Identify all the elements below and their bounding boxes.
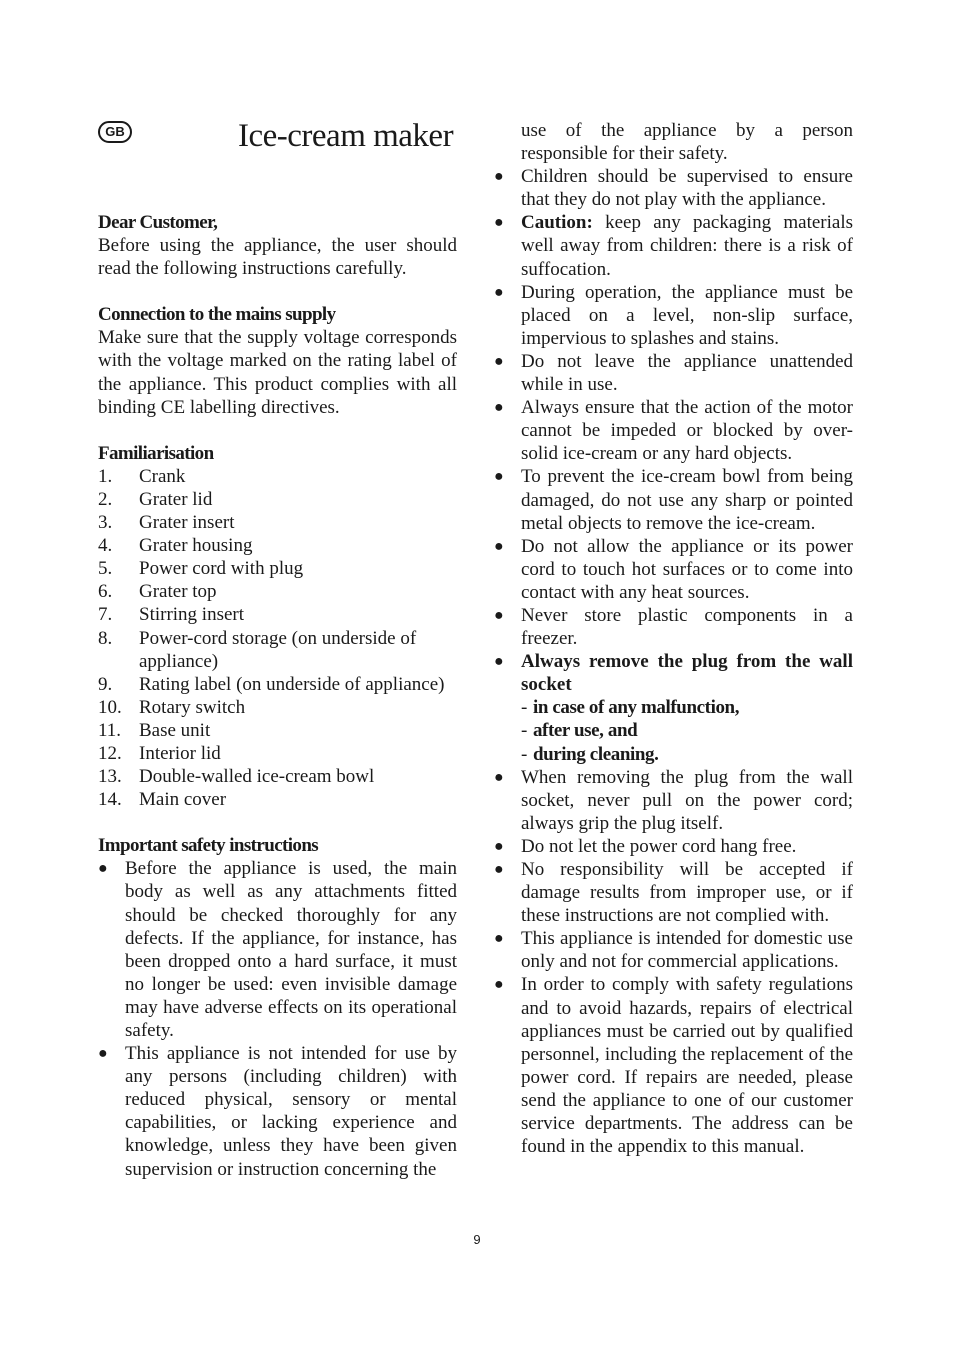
bullet-icon: ● bbox=[494, 352, 504, 370]
part-number: 9. bbox=[98, 673, 113, 695]
safety-bullet-text: In order to comply with safety regulations and to avoid hazards, repairs of electrical appliances must be carried out by qualified personnel, including the replacement of the power cord. If repairs are needed, please send the appliance to one of our customer service departments. The address can be found in the appendix to this manual. bbox=[521, 974, 853, 1158]
bullet-icon: ● bbox=[98, 1045, 108, 1063]
parts-list-item bbox=[98, 719, 457, 742]
safety-bullet-text: To prevent the ice-cream bowl from being damaged, do not use any sharp or pointed metal objects to remove the ice-cream. bbox=[521, 466, 853, 534]
part-number: 3. bbox=[98, 512, 113, 534]
parts-list-item bbox=[98, 465, 457, 488]
part-label: Double-walled ice-cream bowl bbox=[139, 766, 375, 788]
caution-label: Caution: bbox=[521, 212, 593, 234]
safety-bullet-item bbox=[494, 604, 853, 650]
page-title: Ice-cream maker bbox=[238, 118, 454, 154]
part-number: 8. bbox=[98, 627, 113, 649]
safety-bullet-item bbox=[494, 927, 853, 973]
part-label: Base unit bbox=[139, 719, 211, 741]
bullet-icon: ● bbox=[98, 860, 108, 878]
caution-bullet-text bbox=[521, 211, 853, 280]
bullet-icon: ● bbox=[494, 837, 504, 855]
safety-bullet-item bbox=[494, 973, 853, 1158]
safety-bullet-item bbox=[494, 858, 853, 927]
parts-list-item bbox=[98, 742, 457, 765]
parts-list-item bbox=[98, 765, 457, 788]
safety-bullet-text: When removing the plug from the wall socket, never pull on the power cord; always grip the plug itself. bbox=[521, 766, 853, 834]
safety-bullet-text: Always ensure that the action of the motor cannot be impeded or blocked by over-solid ice-cream or any hard objects. bbox=[521, 397, 853, 465]
parts-list-item bbox=[98, 511, 457, 534]
parts-list bbox=[98, 465, 457, 811]
parts-list-item bbox=[98, 534, 457, 557]
part-number: 5. bbox=[98, 558, 113, 580]
safety-bullet-item bbox=[494, 535, 853, 604]
unplug-case-item bbox=[494, 743, 853, 766]
part-label: Grater top bbox=[139, 581, 217, 603]
safety-bullet-text: Do not allow the appliance or its power cord to touch hot surfaces or to come into contact with any heat sources. bbox=[521, 535, 853, 603]
part-number: 4. bbox=[98, 535, 113, 557]
part-number: 12. bbox=[98, 742, 122, 764]
part-label: Main cover bbox=[139, 789, 227, 811]
parts-list-item bbox=[98, 673, 457, 696]
part-number: 14. bbox=[98, 789, 122, 811]
bullet-icon: ● bbox=[494, 976, 504, 994]
bullet-icon: ● bbox=[494, 537, 504, 555]
part-number: 2. bbox=[98, 488, 113, 510]
safety-bullet-text: Do not let the power cord hang free. bbox=[521, 835, 797, 857]
safety-bullet-text: Children should be supervised to ensure that they do not play with the appliance. bbox=[521, 166, 853, 211]
bullet-icon: ● bbox=[494, 861, 504, 878]
safety-heading: Important safety instructions bbox=[98, 835, 319, 857]
dash-marker: - bbox=[521, 697, 527, 719]
part-number: 10. bbox=[98, 696, 122, 718]
safety-bullet-continuation: use of the appliance by a person responsible for their safety. bbox=[521, 120, 853, 165]
part-label: Interior lid bbox=[139, 742, 221, 764]
bullet-icon: ● bbox=[494, 168, 504, 186]
bullet-icon: ● bbox=[494, 468, 504, 486]
safety-bullet-text: Do not leave the appliance unattended while in use. bbox=[521, 350, 853, 396]
bullet-icon: ● bbox=[494, 399, 504, 417]
part-number: 1. bbox=[98, 465, 113, 487]
part-label: Rating label (on underside of appliance) bbox=[139, 673, 445, 695]
right-column bbox=[494, 119, 853, 1158]
unplug-case-text: after use, and bbox=[532, 720, 638, 742]
safety-bullet-text: No responsibility will be accepted if damage results from improper use, or if these instructions are not complied with. bbox=[521, 859, 853, 927]
parts-list-item bbox=[98, 557, 457, 580]
caution-text: keep any packaging materials well away from children: there is a risk of suffocation. bbox=[521, 212, 853, 280]
parts-list-item bbox=[98, 696, 457, 719]
part-label: Grater insert bbox=[139, 512, 235, 534]
parts-list-item bbox=[98, 788, 457, 811]
safety-bullet-text: Before the appliance is used, the main body as well as any attachments fitted should be checked thoroughly for any defects. If the appliance, for instance, has been dropped onto a hard surface, it must no longer be used: even invisible damage may have adverse effects on its operational safety. bbox=[125, 858, 457, 1041]
unplug-case-item bbox=[494, 696, 853, 719]
part-label: Power cord with plug bbox=[139, 558, 304, 580]
left-column bbox=[98, 211, 457, 1181]
part-number: 13. bbox=[98, 766, 122, 788]
parts-list-item bbox=[98, 627, 457, 673]
safety-bullet-item bbox=[494, 165, 853, 211]
part-label: Stirring insert bbox=[139, 604, 245, 626]
safety-bullet-text: Never store plastic components in a freezer. bbox=[521, 604, 853, 650]
country-badge: GB bbox=[98, 121, 132, 143]
safety-bullet-item bbox=[494, 835, 853, 858]
unplug-case-item bbox=[494, 719, 853, 742]
part-number: 7. bbox=[98, 604, 113, 626]
bullet-icon: ● bbox=[494, 653, 504, 671]
safety-bullet-item bbox=[494, 350, 853, 396]
part-label: Grater lid bbox=[139, 488, 213, 510]
part-number: 6. bbox=[98, 581, 113, 603]
mains-heading: Connection to the mains supply bbox=[98, 304, 336, 326]
bullet-icon: ● bbox=[494, 768, 504, 786]
bullet-icon: ● bbox=[494, 930, 504, 948]
safety-bullet-item bbox=[494, 766, 853, 835]
safety-bullet-text: This appliance is not intended for use by any persons (including children) with reduced physical, sensory or mental capabilities, or lacking experience and knowledge, unless they have been given supervision or instruction concerning the bbox=[125, 1043, 457, 1180]
parts-list-item bbox=[98, 603, 457, 626]
familiarisation-heading: Familiarisation bbox=[98, 442, 214, 464]
part-label: Crank bbox=[139, 465, 186, 487]
unplug-heading: Always remove the plug from the wall socket bbox=[521, 651, 853, 696]
safety-bullet-item bbox=[494, 281, 853, 350]
intro-text: Before using the appliance, the user should read the following instructions carefully. bbox=[98, 235, 457, 280]
safety-bullet-text: This appliance is intended for domestic use only and not for commercial applications. bbox=[521, 928, 853, 973]
part-label: Rotary switch bbox=[139, 696, 246, 718]
part-label: Grater housing bbox=[139, 535, 253, 557]
part-number: 11. bbox=[98, 719, 122, 741]
safety-bullet-item bbox=[494, 650, 853, 696]
bullet-icon: ● bbox=[494, 214, 504, 232]
safety-bullet-item bbox=[494, 211, 853, 280]
dash-marker: - bbox=[521, 743, 527, 765]
bullet-icon: ● bbox=[494, 283, 504, 301]
dash-marker: - bbox=[521, 720, 527, 742]
mains-text: Make sure that the supply voltage corresponds with the voltage marked on the rating label of the appliance. This product complies with all binding CE labelling directives. bbox=[98, 327, 457, 418]
unplug-case-text: in case of any malfunction, bbox=[532, 697, 740, 719]
safety-bullet-item bbox=[494, 465, 853, 534]
safety-bullet-item bbox=[494, 396, 853, 465]
safety-bullet-item bbox=[98, 857, 457, 1042]
unplug-case-text: during cleaning. bbox=[532, 743, 659, 765]
greeting-heading: Dear Customer, bbox=[98, 212, 218, 233]
part-label: Power-cord storage (on underside of appliance) bbox=[139, 627, 417, 672]
parts-list-item bbox=[98, 580, 457, 603]
parts-list-item bbox=[98, 488, 457, 511]
page-number: 9 bbox=[473, 1232, 481, 1247]
safety-bullet-text: During operation, the appliance must be placed on a level, non-slip surface, impervious to splashes and stains. bbox=[521, 281, 853, 349]
bullet-icon: ● bbox=[494, 606, 504, 624]
safety-bullet-item bbox=[98, 1042, 457, 1181]
